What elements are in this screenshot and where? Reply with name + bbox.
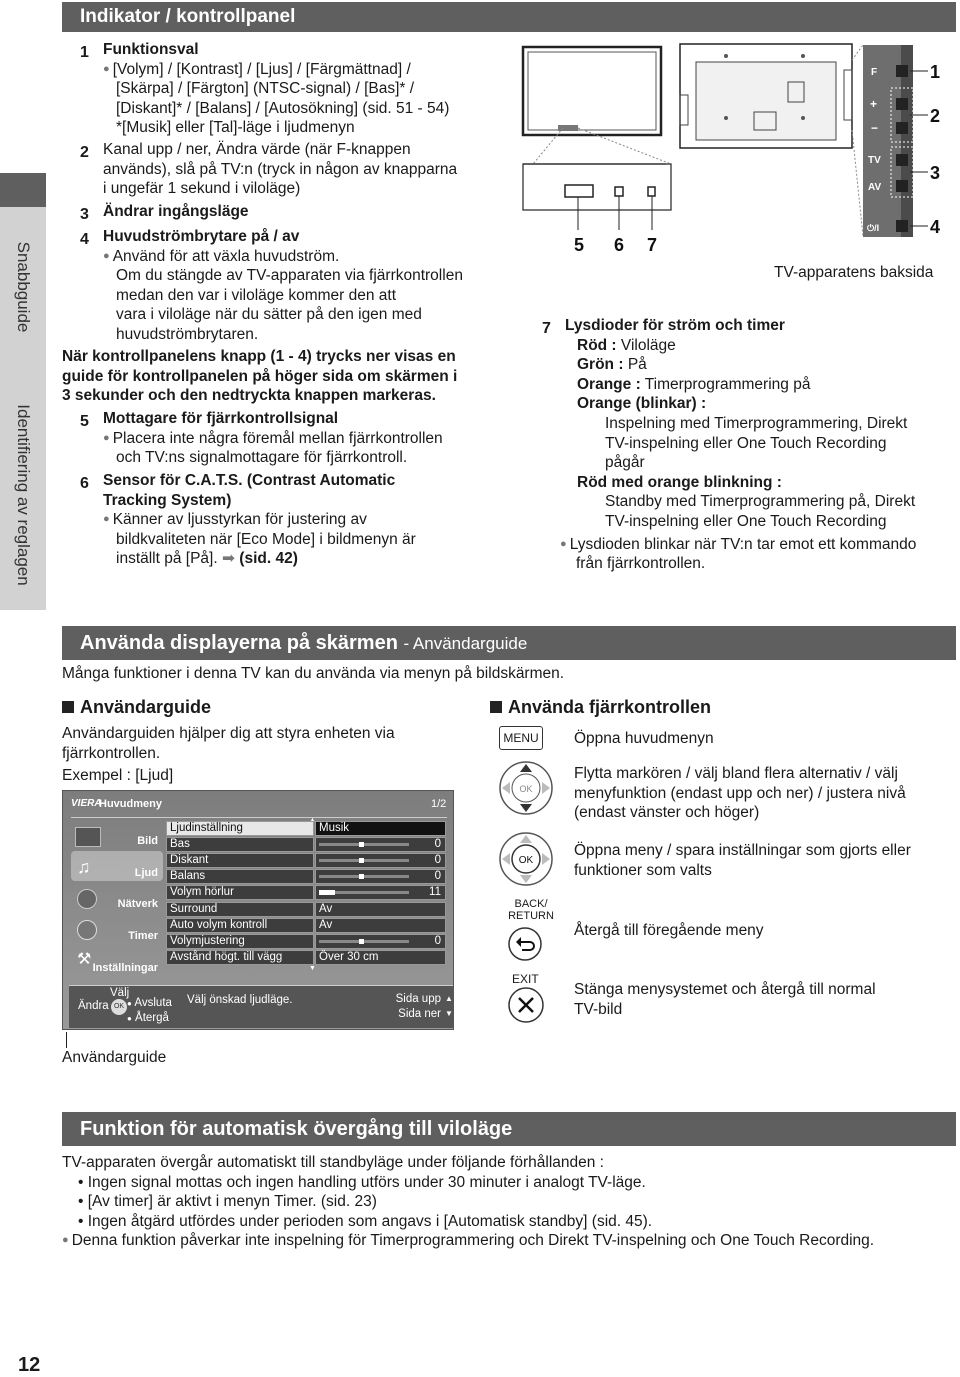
item-number: 3	[80, 206, 89, 223]
menu-row-label[interactable]: Diskant	[166, 853, 314, 868]
page-reference: (sid. 42)	[239, 550, 298, 568]
led-entry	[577, 355, 958, 375]
level-value: 0	[434, 854, 441, 867]
panel-label-minus: −	[871, 121, 879, 135]
menu-row-value[interactable]	[315, 853, 446, 868]
led-label: Orange :	[577, 375, 641, 393]
footer-back-label: Återgå	[135, 1012, 169, 1024]
menu-caption: Användarguide	[62, 1049, 167, 1066]
dpad-icon: OK	[111, 999, 127, 1015]
settings-wrench-icon: ⚒	[77, 951, 92, 968]
menu-category-installningar[interactable]: Inställningar	[92, 962, 158, 974]
level-slider-fill	[319, 890, 335, 895]
item-4	[62, 227, 502, 345]
item-6-line: bildkvaliteten när [Eco Mode] i bildmenyn är	[116, 530, 416, 548]
item-number: 4	[80, 231, 89, 248]
led-label: Röd :	[577, 336, 617, 354]
remote-desc-cursor	[574, 764, 906, 823]
item-4-line: huvudströmbrytaren.	[116, 325, 259, 343]
panel-label-plus: +	[870, 97, 878, 111]
menu-row-label[interactable]: Volym hörlur	[166, 885, 314, 900]
section2-subtitle: - Användarguide	[403, 634, 528, 653]
item-6	[62, 471, 502, 569]
item-2-line: i ungefär 1 sekund i viloläge)	[103, 180, 301, 198]
item-1	[103, 40, 502, 138]
level-slider-fill	[359, 858, 364, 863]
note-line: 3 sekunder och den nedtryckta knappen markeras.	[62, 387, 436, 405]
remote-desc-line: (endast vänster och höger)	[574, 804, 760, 822]
menu-category-bild[interactable]: Bild	[137, 835, 158, 847]
auto-standby-intro: TV-apparaten övergår automatiskt till standbyläge under följande förhållanden :	[62, 1154, 604, 1171]
item-4-bullet: ● Använd för att växla huvudström.	[103, 247, 502, 267]
menu-row-label[interactable]: Ljudinställning	[166, 821, 314, 836]
menu-row-label[interactable]: Surround	[166, 902, 314, 917]
caption-pointer	[66, 1032, 67, 1048]
item-7-bullet: ● Lysdioden blinkar när TV:n tar emot ett kommando	[560, 535, 958, 555]
panel-label-tv: TV	[868, 155, 881, 166]
remote-desc-back: Återgå till föregående meny	[574, 922, 764, 939]
item-number: 2	[80, 144, 89, 161]
ok-label: OK	[518, 855, 534, 866]
menu-row-value[interactable]	[315, 885, 446, 900]
item-5-line: ● Placera inte några föremål mellan fjärrkontrollen	[103, 429, 502, 449]
footer-exit-label: Avsluta	[134, 997, 172, 1009]
item-6-line-last	[116, 549, 502, 569]
note-line: guide för kontrollpanelen på höger sida om skärmen i	[62, 367, 458, 385]
remote-desc-exit	[574, 980, 876, 1019]
item-5-title: Mottagare för fjärrkontrollsignal	[103, 410, 339, 427]
ref-arrow-icon: ➡	[221, 550, 235, 568]
remote-desc-line: funktioner som valts	[574, 861, 712, 879]
menu-footer	[69, 985, 453, 1028]
footer-back	[127, 1012, 169, 1024]
remote-heading	[490, 697, 711, 718]
menu-row-label[interactable]: Auto volym kontroll	[166, 918, 314, 933]
led-text: Viloläge	[620, 336, 676, 354]
menu-row-label[interactable]: Bas	[166, 837, 314, 852]
footer-hint: Välj önskad ljudläge.	[187, 994, 293, 1006]
level-slider-fill	[359, 939, 364, 944]
remote-desc-line: TV-bild	[574, 1000, 623, 1018]
remote-desc-ok	[574, 841, 911, 880]
item-2	[62, 140, 502, 199]
item-number: 7	[542, 320, 551, 337]
section-title-onscreen	[62, 626, 956, 660]
back-dot-icon: ●	[127, 1014, 132, 1023]
item-1-line: *[Musik] eller [Tal]-läge i ljudmenyn	[116, 119, 355, 137]
auto-standby-point: • [Av timer] är aktivt i menyn Timer. (sid. 23)	[78, 1192, 958, 1212]
level-value: 0	[434, 838, 441, 851]
item-2-line: används), slå på TV:n (tryck in någon av knapparna	[103, 160, 458, 178]
menu-row-value[interactable]: Över 30 cm	[315, 950, 446, 965]
item-2-line: Kanal upp / ner, Ändra värde (när F-knappen	[103, 141, 411, 158]
button-number-2: 2	[930, 106, 941, 126]
item-number: 5	[80, 413, 89, 430]
level-slider	[319, 875, 409, 878]
example-label: Exempel : [Ljud]	[62, 767, 174, 785]
item-6-title: Sensor för C.A.T.S. (Contrast Automatic	[103, 472, 396, 489]
item-4-line: Om du stängde av TV-apparaten via fjärrkontrollen	[116, 267, 463, 285]
back-return-icon	[507, 926, 543, 962]
auto-standby-text	[62, 1153, 958, 1251]
footer-change: Ändra	[78, 1000, 109, 1012]
music-note-icon: ♫	[77, 857, 91, 877]
item-3-title: Ändrar ingångsläge	[103, 203, 249, 220]
led-detail: TV-inspelning eller One Touch Recording	[605, 512, 887, 530]
item-6-line: inställt på [På].	[116, 550, 218, 568]
control-panel-list	[62, 40, 502, 138]
page-down-icon: ▼	[445, 1009, 453, 1018]
menu-divider	[71, 817, 447, 818]
item-number: 1	[80, 44, 89, 61]
item-3	[62, 202, 502, 222]
menu-row-label[interactable]: Volymjustering	[166, 934, 314, 949]
menu-row-label[interactable]: Avstånd högt. till vägg	[166, 950, 314, 965]
remote-desc-line: Stänga menysystemet och återgå till normal	[574, 981, 876, 998]
menu-category-ljud[interactable]: Ljud	[134, 867, 158, 879]
item-1-line: [Diskant]* / [Balans] / [Autosökning] (sid. 51 - 54)	[116, 99, 450, 117]
led-text: Timerprogrammering på	[644, 375, 811, 393]
led-detail: Inspelning med Timerprogrammering, Direkt	[605, 414, 908, 432]
menu-button-label: MENU	[499, 726, 543, 750]
picture-icon	[75, 827, 101, 847]
level-slider	[319, 859, 409, 862]
level-value: 0	[434, 870, 441, 883]
led-entry	[577, 336, 958, 356]
led-text: På	[627, 356, 647, 374]
user-guide-heading-text: Användarguide	[80, 697, 212, 717]
note-line: När kontrollpanelens knapp (1 - 4) trycks ner visas en	[62, 348, 456, 365]
menu-row-value[interactable]: Av	[315, 902, 446, 917]
auto-standby-point: • Ingen signal mottas och ingen handling utförs under 30 minuter i analogt TV-läge.	[78, 1173, 958, 1193]
page-number: 12	[18, 1354, 41, 1376]
tv-front-illustration	[523, 47, 671, 230]
item-4-line: vara i viloläge när du sätter på den igen med	[116, 306, 422, 324]
level-slider	[319, 891, 409, 894]
level-slider-fill	[359, 874, 364, 879]
menu-row-value[interactable]	[315, 837, 446, 852]
footer-page-up: Sida upp	[395, 993, 441, 1005]
menu-row-value[interactable]	[315, 869, 446, 884]
timer-clock-icon	[77, 920, 97, 940]
button-number-1: 1	[930, 62, 941, 82]
level-slider	[319, 940, 409, 943]
item-1-title: Funktionsval	[103, 41, 199, 58]
led-label: Grön :	[577, 356, 624, 374]
panel-label-f: F	[871, 67, 878, 78]
user-guide-text	[62, 724, 472, 786]
auto-standby-note: ● Denna funktion påverkar inte inspelning för Timerprogrammering och Direkt TV-inspelning och One Touch Recording.	[62, 1231, 958, 1251]
side-tab-quick-guide: Snabbguide	[14, 241, 33, 333]
menu-title: Huvudmeny	[99, 798, 162, 810]
user-guide-heading	[62, 697, 211, 718]
led-label: Orange (blinkar) :	[577, 395, 707, 413]
item-1-line: [Skärpa] / [Färgton] (NTSC-signal) / [Bas]* /	[116, 80, 415, 98]
brand-logo: VIERA	[71, 798, 102, 809]
menu-row-value[interactable]: Av	[315, 918, 446, 933]
ok-label: OK	[519, 784, 533, 794]
item-1-line: ● [Volym] / [Kontrast] / [Ljus] / [Färgmättnad] /	[103, 60, 502, 80]
network-globe-icon	[77, 889, 97, 909]
section2-intro: Många funktioner i denna TV kan du använda via menyn på bildskärmen.	[62, 665, 565, 682]
tv-back-illustration	[680, 44, 928, 237]
footer-select: Välj	[110, 987, 130, 999]
item-5	[62, 409, 502, 468]
ok-button-icon	[499, 832, 553, 886]
section-title-control-panel: Indikator / kontrollpanel	[62, 2, 956, 32]
back-return-label: BACK/ RETURN	[508, 898, 554, 922]
menu-row-label[interactable]: Balans	[166, 869, 314, 884]
front-label-5: 5	[574, 235, 585, 255]
led-detail: TV-inspelning eller One Touch Recording	[605, 434, 887, 452]
menu-category-natverk[interactable]: Nätverk	[117, 898, 158, 910]
footer-page-down: Sida ner	[398, 1008, 441, 1020]
menu-row-value[interactable]: Musik	[315, 821, 446, 836]
remote-desc-line: Flytta markören / välj bland flera alternativ / välj	[574, 765, 898, 782]
item-4-title: Huvudströmbrytare på / av	[103, 228, 300, 245]
menu-page-indicator: 1/2	[431, 798, 447, 810]
level-slider	[319, 843, 409, 846]
led-detail: Standby med Timerprogrammering på, Direkt	[605, 493, 916, 511]
remote-desc-line: menyfunktion (endast upp och ner) / justera nivå	[574, 784, 906, 802]
menu-category-timer[interactable]: Timer	[128, 930, 158, 942]
front-label-7: 7	[647, 235, 658, 255]
item-5-line: och TV:ns signalmottagare för fjärrkontroll.	[116, 449, 408, 467]
item-7	[540, 316, 958, 574]
led-detail: pågår	[605, 454, 645, 472]
led-entry	[577, 375, 958, 395]
item-number: 6	[80, 475, 89, 492]
page-up-icon: ▲	[445, 994, 453, 1003]
panel-label-power: ⏻/I	[867, 223, 880, 233]
item-6-line: ● Känner av ljusstyrkan för justering av	[103, 510, 502, 530]
dpad-cursor-icon	[499, 761, 553, 815]
level-value: 11	[429, 886, 441, 899]
section-title-auto-standby: Funktion för automatisk övergång till viloläge	[62, 1112, 956, 1146]
user-guide-line: fjärrkontrollen.	[62, 744, 161, 762]
square-bullet-icon	[490, 701, 502, 713]
user-guide-line: Användarguiden hjälper dig att styra enheten via	[62, 725, 395, 742]
section2-title: Använda displayerna på skärmen	[80, 632, 398, 654]
square-bullet-icon	[62, 701, 74, 713]
remote-heading-text: Använda fjärrkontrollen	[508, 697, 712, 717]
exit-dot-icon: ●	[127, 999, 132, 1008]
button-number-4: 4	[930, 217, 941, 237]
scroll-down-icon: ▼	[309, 965, 316, 972]
item-4-line: medan den var i viloläge kommer den att	[116, 286, 397, 304]
exit-label: EXIT	[512, 972, 539, 986]
footer-exit	[127, 997, 172, 1009]
menu-screenshot	[62, 790, 454, 1030]
auto-standby-point: • Ingen åtgärd utfördes under perioden som angavs i [Automatisk standby] (sid. 45).	[78, 1212, 958, 1232]
side-tab-controls-id: Identifiering av reglagen	[14, 404, 33, 586]
menu-button-icon	[499, 726, 543, 750]
led-label: Röd med orange blinkning :	[577, 473, 782, 491]
remote-desc-menu: Öppna huvudmenyn	[574, 730, 714, 747]
front-label-6: 6	[614, 235, 625, 255]
menu-row-value[interactable]	[315, 934, 446, 949]
diagram-caption: TV-apparatens baksida	[774, 264, 934, 281]
item-6-title: Tracking System)	[103, 491, 232, 509]
control-panel-note	[62, 347, 502, 406]
side-tab-marker	[0, 173, 46, 207]
level-value: 0	[434, 934, 441, 947]
panel-label-av: AV	[868, 182, 882, 193]
tv-diagram	[518, 40, 958, 290]
item-7-title: Lysdioder för ström och timer	[565, 317, 785, 334]
item-7-bullet-cont: från fjärrkontrollen.	[576, 555, 706, 573]
remote-desc-line: Öppna meny / spara inställningar som gjorts eller	[574, 842, 911, 859]
button-number-3: 3	[930, 163, 941, 183]
exit-icon	[507, 986, 545, 1024]
level-slider-fill	[359, 842, 364, 847]
